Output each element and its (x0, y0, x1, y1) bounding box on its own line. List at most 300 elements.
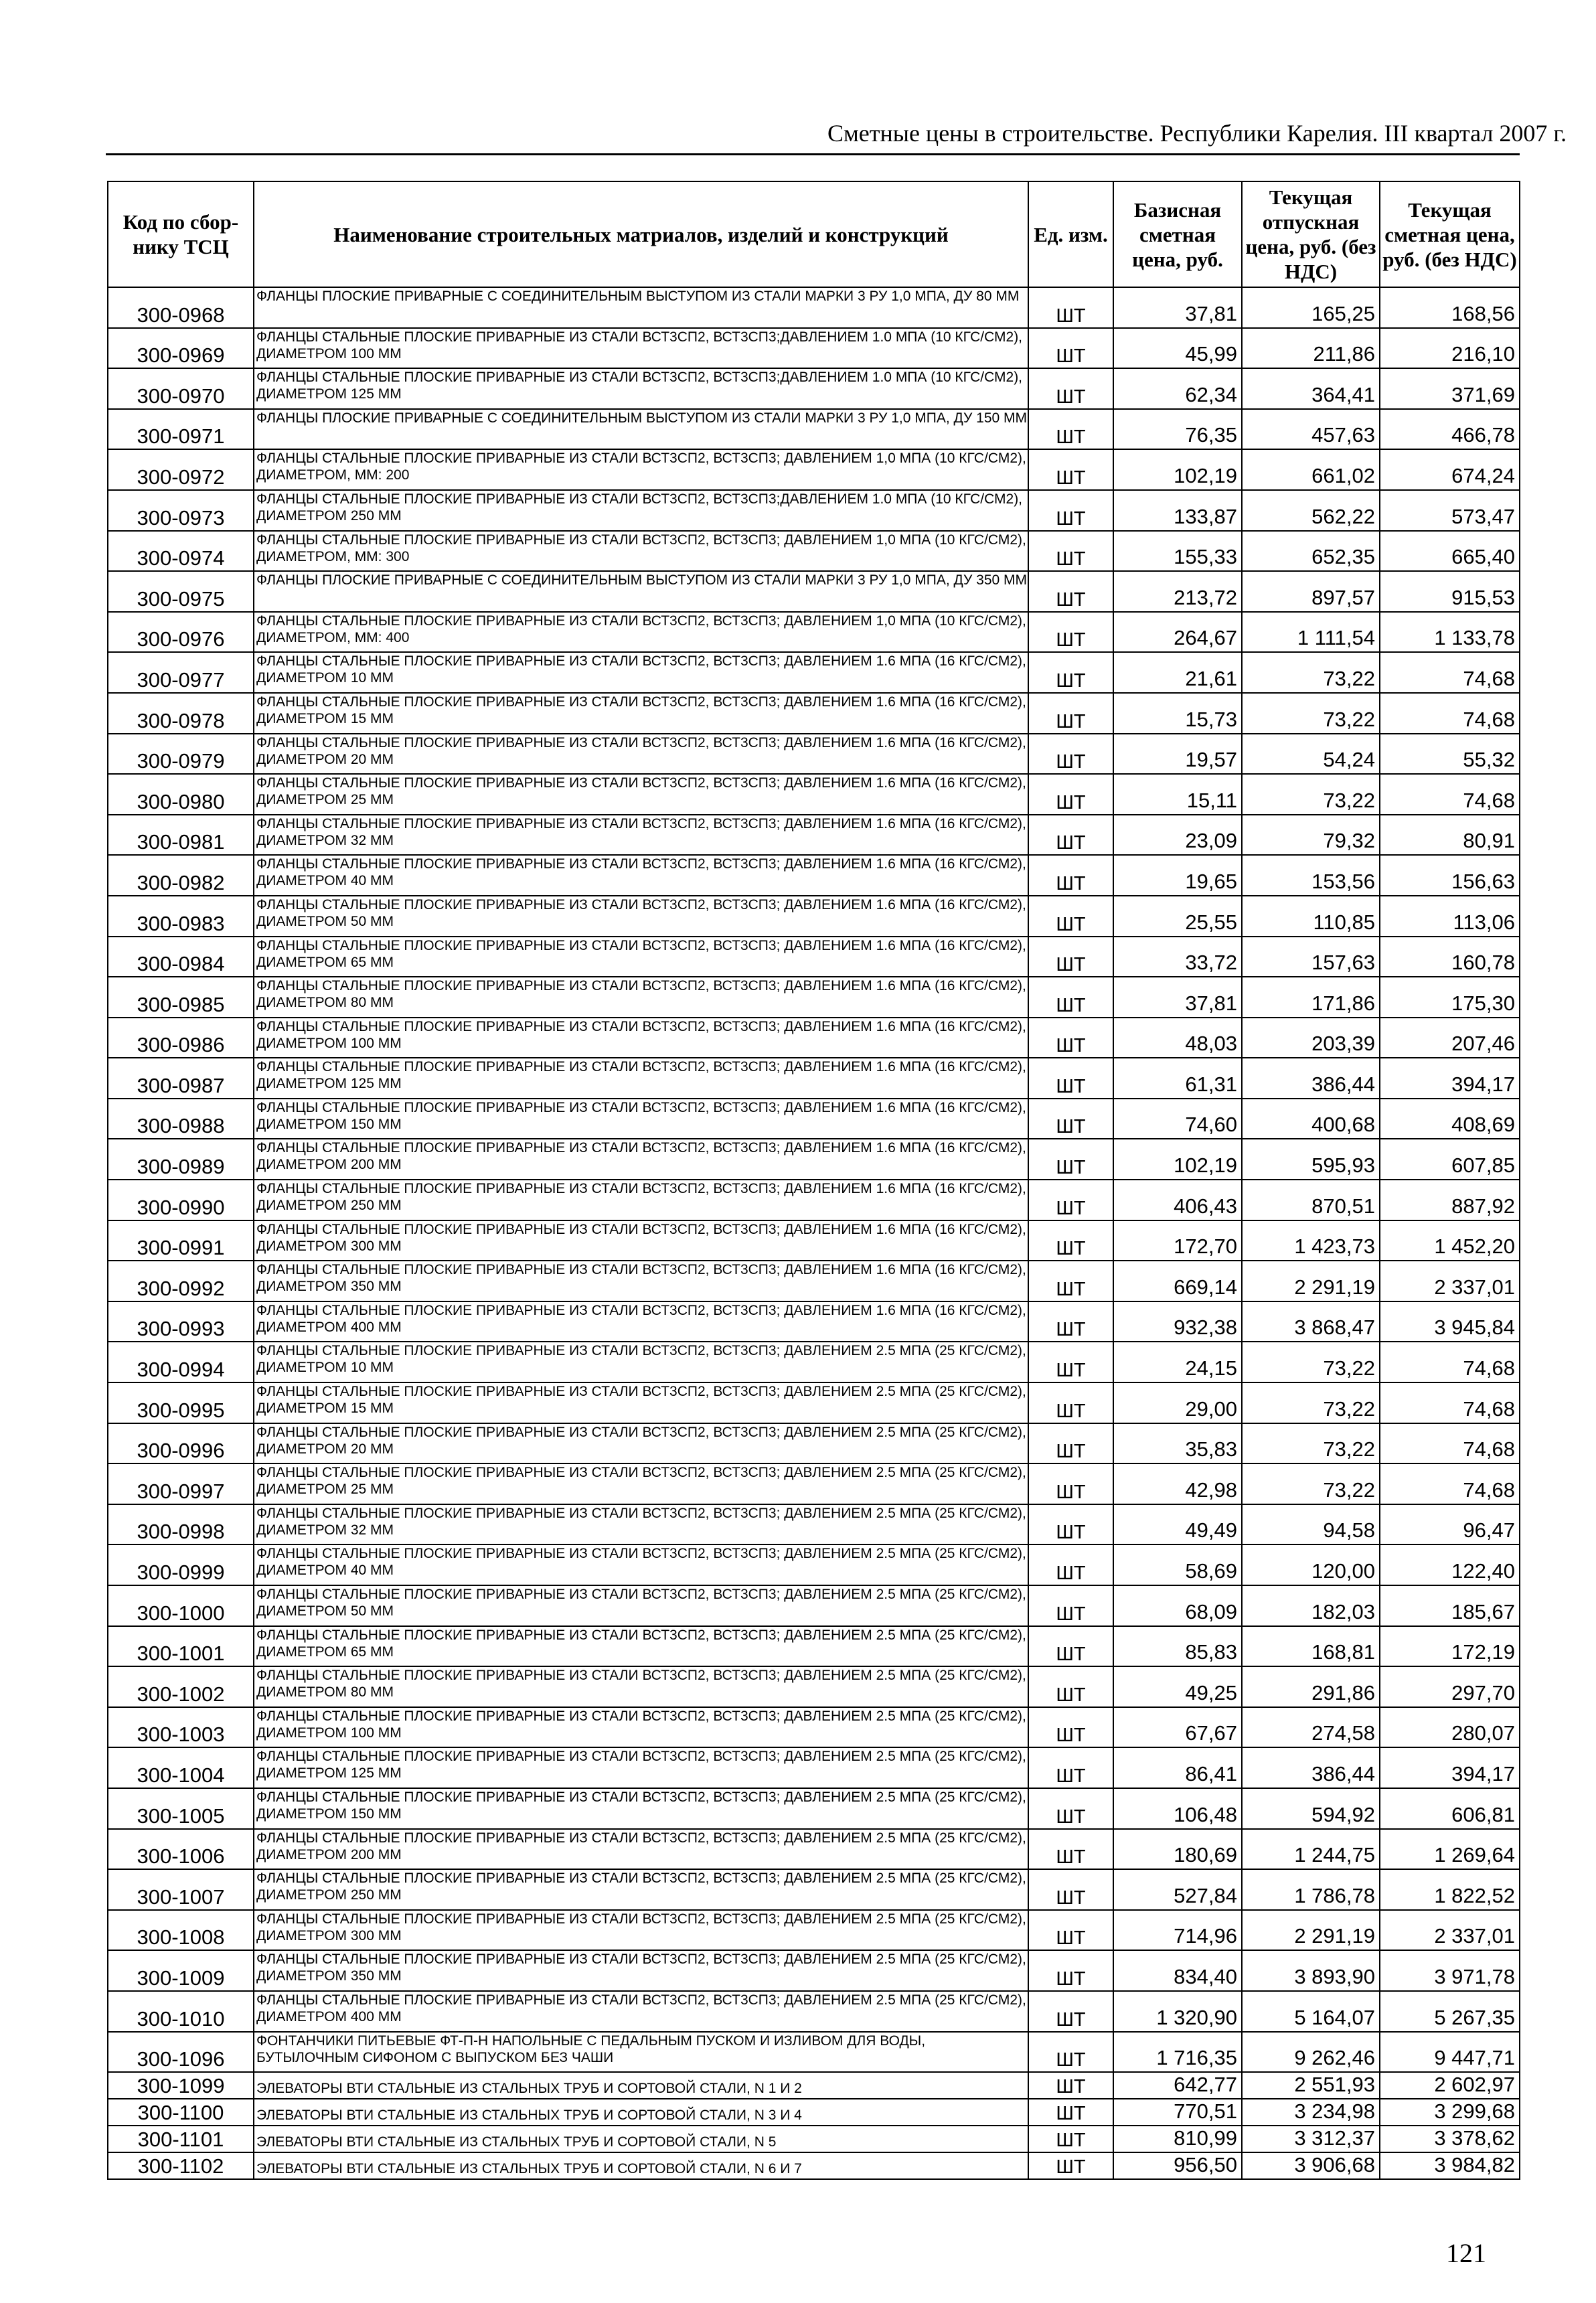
unit-cell: ШТ (1028, 449, 1113, 490)
release-price-cell: 54,24 (1242, 734, 1380, 775)
page-number: 121 (1446, 2238, 1486, 2268)
code-cell: 300-0984 (108, 937, 254, 977)
estimate-price-cell: 2 337,01 (1380, 1910, 1520, 1951)
release-price-cell: 3 906,68 (1242, 2152, 1380, 2179)
base-price-cell: 669,14 (1113, 1261, 1242, 1301)
unit-cell: ШТ (1028, 1301, 1113, 1342)
column-header-unit: Ед. изм. (1028, 181, 1113, 287)
column-header-base-price: Базисная сметная цена, руб. (1113, 181, 1242, 287)
estimate-price-cell: 1 269,64 (1380, 1829, 1520, 1870)
estimate-price-cell: 1 822,52 (1380, 1869, 1520, 1910)
base-price-cell: 35,83 (1113, 1423, 1242, 1464)
base-price-cell: 810,99 (1113, 2126, 1242, 2152)
estimate-price-cell: 74,68 (1380, 1423, 1520, 1464)
unit-cell: ШТ (1028, 937, 1113, 977)
release-price-cell: 2 291,19 (1242, 1910, 1380, 1951)
base-price-cell: 642,77 (1113, 2072, 1242, 2099)
name-cell: ФЛАНЦЫ СТАЛЬНЫЕ ПЛОСКИЕ ПРИВАРНЫЕ ИЗ СТАЛИ ВСТ3СП2, ВСТ3СП3; ДАВЛЕНИЕМ 2.5 МПА (25 КГС/СМ2), ДИАМЕТРОМ 150 ММ (254, 1788, 1028, 1829)
base-price-cell: 33,72 (1113, 937, 1242, 977)
column-header-code: Код по сбор-нику ТСЦ (108, 181, 254, 287)
base-price-cell: 19,65 (1113, 855, 1242, 896)
base-price-cell: 102,19 (1113, 1139, 1242, 1180)
name-cell: ФЛАНЦЫ СТАЛЬНЫЕ ПЛОСКИЕ ПРИВАРНЫЕ ИЗ СТАЛИ ВСТ3СП2, ВСТ3СП3; ДАВЛЕНИЕМ 2.5 МПА (25 КГС/СМ2), ДИАМЕТРОМ 400 ММ (254, 1991, 1028, 2032)
name-cell: ФОНТАНЧИКИ ПИТЬЕВЫЕ ФТ-П-Н НАПОЛЬНЫЕ С ПЕДАЛЬНЫМ ПУСКОМ И ИЗЛИВОМ ДЛЯ ВОДЫ, БУТЫЛОЧНЫМ СИФОНОМ С ВЫПУСКОМ БЕЗ ЧАШИ (254, 2032, 1028, 2073)
estimate-price-cell: 175,30 (1380, 977, 1520, 1018)
table-row (108, 1139, 1520, 1180)
name-cell: ФЛАНЦЫ СТАЛЬНЫЕ ПЛОСКИЕ ПРИВАРНЫЕ ИЗ СТАЛИ ВСТ3СП2, ВСТ3СП3; ДАВЛЕНИЕМ 1.6 МПА (16 КГС/СМ2), ДИАМЕТРОМ 15 ММ (254, 693, 1028, 734)
release-price-cell: 457,63 (1242, 409, 1380, 450)
estimate-price-cell: 122,40 (1380, 1544, 1520, 1585)
release-price-cell: 79,32 (1242, 815, 1380, 856)
estimate-price-cell: 9 447,71 (1380, 2032, 1520, 2073)
base-price-cell: 45,99 (1113, 328, 1242, 369)
estimate-price-cell: 185,67 (1380, 1585, 1520, 1626)
name-cell: ФЛАНЦЫ СТАЛЬНЫЕ ПЛОСКИЕ ПРИВАРНЫЕ ИЗ СТАЛИ ВСТ3СП2, ВСТ3СП3; ДАВЛЕНИЕМ 2.5 МПА (25 КГС/СМ2), ДИАМЕТРОМ 300 ММ (254, 1910, 1028, 1951)
name-cell: ФЛАНЦЫ СТАЛЬНЫЕ ПЛОСКИЕ ПРИВАРНЫЕ ИЗ СТАЛИ ВСТ3СП2, ВСТ3СП3;ДАВЛЕНИЕМ 1.0 МПА (10 КГС/СМ2), ДИАМЕТРОМ 125 ММ (254, 368, 1028, 409)
unit-cell: ШТ (1028, 1058, 1113, 1099)
unit-cell: ШТ (1028, 1342, 1113, 1382)
release-price-cell: 5 164,07 (1242, 1991, 1380, 2032)
code-cell: 300-0977 (108, 652, 254, 693)
code-cell: 300-1099 (108, 2072, 254, 2099)
name-cell: ФЛАНЦЫ СТАЛЬНЫЕ ПЛОСКИЕ ПРИВАРНЫЕ ИЗ СТАЛИ ВСТ3СП2, ВСТ3СП3; ДАВЛЕНИЕМ 1.6 МПА (16 КГС/СМ2), ДИАМЕТРОМ 10 ММ (254, 652, 1028, 693)
code-cell: 300-0999 (108, 1544, 254, 1585)
table-row (108, 1707, 1520, 1748)
release-price-cell: 211,86 (1242, 328, 1380, 369)
table-row (108, 1220, 1520, 1261)
base-price-cell: 58,69 (1113, 1544, 1242, 1585)
name-cell: ФЛАНЦЫ СТАЛЬНЫЕ ПЛОСКИЕ ПРИВАРНЫЕ ИЗ СТАЛИ ВСТ3СП2, ВСТ3СП3; ДАВЛЕНИЕМ 2.5 МПА (25 КГС/СМ2), ДИАМЕТРОМ 50 ММ (254, 1585, 1028, 1626)
base-price-cell: 37,81 (1113, 287, 1242, 328)
name-cell: ФЛАНЦЫ СТАЛЬНЫЕ ПЛОСКИЕ ПРИВАРНЫЕ ИЗ СТАЛИ ВСТ3СП2, ВСТ3СП3; ДАВЛЕНИЕМ 1.6 МПА (16 КГС/СМ2), ДИАМЕТРОМ 300 ММ (254, 1220, 1028, 1261)
code-cell: 300-1006 (108, 1829, 254, 1870)
name-cell: ЭЛЕВАТОРЫ ВТИ СТАЛЬНЫЕ ИЗ СТАЛЬНЫХ ТРУБ И СОРТОВОЙ СТАЛИ, N 6 И 7 (254, 2152, 1028, 2179)
name-cell: ФЛАНЦЫ СТАЛЬНЫЕ ПЛОСКИЕ ПРИВАРНЫЕ ИЗ СТАЛИ ВСТ3СП2, ВСТ3СП3; ДАВЛЕНИЕМ 1.6 МПА (16 КГС/СМ2), ДИАМЕТРОМ 40 ММ (254, 855, 1028, 896)
unit-cell: ШТ (1028, 734, 1113, 775)
table-row (108, 774, 1520, 815)
name-cell: ФЛАНЦЫ СТАЛЬНЫЕ ПЛОСКИЕ ПРИВАРНЫЕ ИЗ СТАЛИ ВСТ3СП2, ВСТ3СП3; ДАВЛЕНИЕМ 1.6 МПА (16 КГС/СМ2), ДИАМЕТРОМ 350 ММ (254, 1261, 1028, 1301)
code-cell: 300-0971 (108, 409, 254, 450)
base-price-cell: 770,51 (1113, 2099, 1242, 2126)
release-price-cell: 153,56 (1242, 855, 1380, 896)
code-cell: 300-1005 (108, 1788, 254, 1829)
table-row (108, 1950, 1520, 1991)
code-cell: 300-0973 (108, 490, 254, 531)
code-cell: 300-0985 (108, 977, 254, 1018)
base-price-cell: 527,84 (1113, 1869, 1242, 1910)
name-cell: ФЛАНЦЫ СТАЛЬНЫЕ ПЛОСКИЕ ПРИВАРНЫЕ ИЗ СТАЛИ ВСТ3СП2, ВСТ3СП3;ДАВЛЕНИЕМ 1.0 МПА (10 КГС/СМ2), ДИАМЕТРОМ 100 ММ (254, 328, 1028, 369)
unit-cell: ШТ (1028, 1666, 1113, 1707)
release-price-cell: 1 244,75 (1242, 1829, 1380, 1870)
estimate-price-cell: 5 267,35 (1380, 1991, 1520, 2032)
estimate-price-cell: 3 378,62 (1380, 2126, 1520, 2152)
base-price-cell: 956,50 (1113, 2152, 1242, 2179)
base-price-cell: 49,49 (1113, 1504, 1242, 1545)
name-cell: ФЛАНЦЫ СТАЛЬНЫЕ ПЛОСКИЕ ПРИВАРНЫЕ ИЗ СТАЛИ ВСТ3СП2, ВСТ3СП3; ДАВЛЕНИЕМ 1,0 МПА (10 КГС/СМ2), ДИАМЕТРОМ, ММ: 400 (254, 612, 1028, 653)
base-price-cell: 37,81 (1113, 977, 1242, 1018)
code-cell: 300-0989 (108, 1139, 254, 1180)
column-header-name: Наименование строительных матриалов, изделий и конструкций (254, 181, 1028, 287)
unit-cell: ШТ (1028, 1261, 1113, 1301)
unit-cell: ШТ (1028, 1585, 1113, 1626)
base-price-cell: 21,61 (1113, 652, 1242, 693)
estimate-price-cell: 466,78 (1380, 409, 1520, 450)
estimate-price-cell: 160,78 (1380, 937, 1520, 977)
estimate-price-cell: 394,17 (1380, 1747, 1520, 1788)
release-price-cell: 562,22 (1242, 490, 1380, 531)
base-price-cell: 1 320,90 (1113, 1991, 1242, 2032)
estimate-price-cell: 3 299,68 (1380, 2099, 1520, 2126)
unit-cell: ШТ (1028, 1869, 1113, 1910)
table-row (108, 368, 1520, 409)
table-row (108, 1504, 1520, 1545)
name-cell: ФЛАНЦЫ СТАЛЬНЫЕ ПЛОСКИЕ ПРИВАРНЫЕ ИЗ СТАЛИ ВСТ3СП2, ВСТ3СП3; ДАВЛЕНИЕМ 2.5 МПА (25 КГС/СМ2), ДИАМЕТРОМ 10 ММ (254, 1342, 1028, 1382)
release-price-cell: 652,35 (1242, 531, 1380, 572)
estimate-price-cell: 207,46 (1380, 1018, 1520, 1058)
base-price-cell: 67,67 (1113, 1707, 1242, 1748)
table-row (108, 2099, 1520, 2126)
release-price-cell: 73,22 (1242, 1342, 1380, 1382)
unit-cell: ШТ (1028, 774, 1113, 815)
base-price-cell: 61,31 (1113, 1058, 1242, 1099)
base-price-cell: 1 716,35 (1113, 2032, 1242, 2073)
unit-cell: ШТ (1028, 1544, 1113, 1585)
code-cell: 300-0974 (108, 531, 254, 572)
base-price-cell: 133,87 (1113, 490, 1242, 531)
code-cell: 300-1010 (108, 1991, 254, 2032)
estimate-price-cell: 2 337,01 (1380, 1261, 1520, 1301)
release-price-cell: 73,22 (1242, 693, 1380, 734)
code-cell: 300-1100 (108, 2099, 254, 2126)
name-cell: ФЛАНЦЫ СТАЛЬНЫЕ ПЛОСКИЕ ПРИВАРНЫЕ ИЗ СТАЛИ ВСТ3СП2, ВСТ3СП3; ДАВЛЕНИЕМ 2.5 МПА (25 КГС/СМ2), ДИАМЕТРОМ 25 ММ (254, 1463, 1028, 1504)
estimate-price-cell: 915,53 (1380, 571, 1520, 612)
code-cell: 300-0972 (108, 449, 254, 490)
release-price-cell: 2 551,93 (1242, 2072, 1380, 2099)
estimate-price-cell: 297,70 (1380, 1666, 1520, 1707)
estimate-price-cell: 55,32 (1380, 734, 1520, 775)
unit-cell: ШТ (1028, 1707, 1113, 1748)
table-row (108, 1910, 1520, 1951)
release-price-cell: 168,81 (1242, 1626, 1380, 1667)
base-price-cell: 932,38 (1113, 1301, 1242, 1342)
table-row (108, 896, 1520, 937)
table-body (108, 287, 1520, 2179)
table-row (108, 1423, 1520, 1464)
code-cell: 300-1009 (108, 1950, 254, 1991)
table-row (108, 1342, 1520, 1382)
unit-cell: ШТ (1028, 409, 1113, 450)
unit-cell: ШТ (1028, 2126, 1113, 2152)
base-price-cell: 29,00 (1113, 1382, 1242, 1423)
base-price-cell: 24,15 (1113, 1342, 1242, 1382)
code-cell: 300-0976 (108, 612, 254, 653)
table-row (108, 612, 1520, 653)
name-cell: ФЛАНЦЫ СТАЛЬНЫЕ ПЛОСКИЕ ПРИВАРНЫЕ ИЗ СТАЛИ ВСТ3СП2, ВСТ3СП3; ДАВЛЕНИЕМ 1.6 МПА (16 КГС/СМ2), ДИАМЕТРОМ 32 ММ (254, 815, 1028, 856)
table-row (108, 1544, 1520, 1585)
unit-cell: ШТ (1028, 693, 1113, 734)
column-header-estimate-price: Текущая сметная цена, руб. (без НДС) (1380, 181, 1520, 287)
code-cell: 300-1000 (108, 1585, 254, 1626)
release-price-cell: 157,63 (1242, 937, 1380, 977)
table-row (108, 1869, 1520, 1910)
base-price-cell: 76,35 (1113, 409, 1242, 450)
code-cell: 300-1004 (108, 1747, 254, 1788)
name-cell: ФЛАНЦЫ СТАЛЬНЫЕ ПЛОСКИЕ ПРИВАРНЫЕ ИЗ СТАЛИ ВСТ3СП2, ВСТ3СП3; ДАВЛЕНИЕМ 2.5 МПА (25 КГС/СМ2), ДИАМЕТРОМ 20 ММ (254, 1423, 1028, 1464)
unit-cell: ШТ (1028, 328, 1113, 369)
table-row (108, 490, 1520, 531)
unit-cell: ШТ (1028, 490, 1113, 531)
base-price-cell: 85,83 (1113, 1626, 1242, 1667)
estimate-price-cell: 280,07 (1380, 1707, 1520, 1748)
base-price-cell: 714,96 (1113, 1910, 1242, 1951)
table-row (108, 1463, 1520, 1504)
table-row (108, 1585, 1520, 1626)
table-row (108, 531, 1520, 572)
base-price-cell: 15,73 (1113, 693, 1242, 734)
estimate-price-cell: 371,69 (1380, 368, 1520, 409)
release-price-cell: 364,41 (1242, 368, 1380, 409)
unit-cell: ШТ (1028, 1220, 1113, 1261)
release-price-cell: 274,58 (1242, 1707, 1380, 1748)
code-cell: 300-1003 (108, 1707, 254, 1748)
release-price-cell: 165,25 (1242, 287, 1380, 328)
release-price-cell: 9 262,46 (1242, 2032, 1380, 2073)
release-price-cell: 594,92 (1242, 1788, 1380, 1829)
estimate-price-cell: 74,68 (1380, 652, 1520, 693)
release-price-cell: 400,68 (1242, 1099, 1380, 1139)
unit-cell: ШТ (1028, 1626, 1113, 1667)
name-cell: ФЛАНЦЫ СТАЛЬНЫЕ ПЛОСКИЕ ПРИВАРНЫЕ ИЗ СТАЛИ ВСТ3СП2, ВСТ3СП3; ДАВЛЕНИЕМ 2.5 МПА (25 КГС/СМ2), ДИАМЕТРОМ 80 ММ (254, 1666, 1028, 1707)
name-cell: ФЛАНЦЫ СТАЛЬНЫЕ ПЛОСКИЕ ПРИВАРНЫЕ ИЗ СТАЛИ ВСТ3СП2, ВСТ3СП3; ДАВЛЕНИЕМ 1.6 МПА (16 КГС/СМ2), ДИАМЕТРОМ 200 ММ (254, 1139, 1028, 1180)
estimate-price-cell: 74,68 (1380, 1342, 1520, 1382)
table-row (108, 1991, 1520, 2032)
unit-cell: ШТ (1028, 1829, 1113, 1870)
code-cell: 300-1008 (108, 1910, 254, 1951)
code-cell: 300-1001 (108, 1626, 254, 1667)
table-row (108, 1829, 1520, 1870)
base-price-cell: 48,03 (1113, 1018, 1242, 1058)
code-cell: 300-0981 (108, 815, 254, 856)
table-row (108, 1261, 1520, 1301)
table-row (108, 1382, 1520, 1423)
code-cell: 300-0983 (108, 896, 254, 937)
estimate-price-cell: 2 602,97 (1380, 2072, 1520, 2099)
estimate-price-cell: 3 945,84 (1380, 1301, 1520, 1342)
base-price-cell: 68,09 (1113, 1585, 1242, 1626)
name-cell: ФЛАНЦЫ СТАЛЬНЫЕ ПЛОСКИЕ ПРИВАРНЫЕ ИЗ СТАЛИ ВСТ3СП2, ВСТ3СП3; ДАВЛЕНИЕМ 2.5 МПА (25 КГС/СМ2), ДИАМЕТРОМ 40 ММ (254, 1544, 1028, 1585)
table-row (108, 1626, 1520, 1667)
code-cell: 300-0975 (108, 571, 254, 612)
code-cell: 300-0970 (108, 368, 254, 409)
base-price-cell: 834,40 (1113, 1950, 1242, 1991)
code-cell: 300-1002 (108, 1666, 254, 1707)
base-price-cell: 172,70 (1113, 1220, 1242, 1261)
table-row (108, 693, 1520, 734)
base-price-cell: 19,57 (1113, 734, 1242, 775)
code-cell: 300-0980 (108, 774, 254, 815)
estimate-price-cell: 1 452,20 (1380, 1220, 1520, 1261)
name-cell: ФЛАНЦЫ СТАЛЬНЫЕ ПЛОСКИЕ ПРИВАРНЫЕ ИЗ СТАЛИ ВСТ3СП2, ВСТ3СП3; ДАВЛЕНИЕМ 1.6 МПА (16 КГС/СМ2), ДИАМЕТРОМ 400 ММ (254, 1301, 1028, 1342)
code-cell: 300-0968 (108, 287, 254, 328)
table-row (108, 815, 1520, 856)
base-price-cell: 86,41 (1113, 1747, 1242, 1788)
table-header-row (108, 181, 1520, 287)
estimate-price-cell: 573,47 (1380, 490, 1520, 531)
release-price-cell: 73,22 (1242, 1382, 1380, 1423)
unit-cell: ШТ (1028, 368, 1113, 409)
base-price-cell: 155,33 (1113, 531, 1242, 572)
estimate-price-cell: 606,81 (1380, 1788, 1520, 1829)
base-price-cell: 15,11 (1113, 774, 1242, 815)
unit-cell: ШТ (1028, 1180, 1113, 1220)
estimate-price-cell: 113,06 (1380, 896, 1520, 937)
base-price-cell: 74,60 (1113, 1099, 1242, 1139)
code-cell: 300-0982 (108, 855, 254, 896)
release-price-cell: 386,44 (1242, 1747, 1380, 1788)
name-cell: ФЛАНЦЫ СТАЛЬНЫЕ ПЛОСКИЕ ПРИВАРНЫЕ ИЗ СТАЛИ ВСТ3СП2, ВСТ3СП3; ДАВЛЕНИЕМ 1.6 МПА (16 КГС/СМ2), ДИАМЕТРОМ 65 ММ (254, 937, 1028, 977)
release-price-cell: 110,85 (1242, 896, 1380, 937)
name-cell: ЭЛЕВАТОРЫ ВТИ СТАЛЬНЫЕ ИЗ СТАЛЬНЫХ ТРУБ И СОРТОВОЙ СТАЛИ, N 1 И 2 (254, 2072, 1028, 2099)
release-price-cell: 73,22 (1242, 774, 1380, 815)
table-row (108, 1747, 1520, 1788)
estimate-price-cell: 887,92 (1380, 1180, 1520, 1220)
code-cell: 300-0998 (108, 1504, 254, 1545)
estimate-price-cell: 607,85 (1380, 1139, 1520, 1180)
table-row (108, 409, 1520, 450)
unit-cell: ШТ (1028, 1991, 1113, 2032)
base-price-cell: 102,19 (1113, 449, 1242, 490)
table-row (108, 1058, 1520, 1099)
price-table (107, 181, 1520, 2180)
release-price-cell: 73,22 (1242, 1423, 1380, 1464)
release-price-cell: 897,57 (1242, 571, 1380, 612)
code-cell: 300-0979 (108, 734, 254, 775)
table-row (108, 1099, 1520, 1139)
name-cell: ФЛАНЦЫ СТАЛЬНЫЕ ПЛОСКИЕ ПРИВАРНЫЕ ИЗ СТАЛИ ВСТ3СП2, ВСТ3СП3; ДАВЛЕНИЕМ 1,0 МПА (10 КГС/СМ2), ДИАМЕТРОМ, ММ: 300 (254, 531, 1028, 572)
table-row (108, 328, 1520, 369)
base-price-cell: 264,67 (1113, 612, 1242, 653)
table-row (108, 2126, 1520, 2152)
table-row (108, 652, 1520, 693)
name-cell: ФЛАНЦЫ СТАЛЬНЫЕ ПЛОСКИЕ ПРИВАРНЫЕ ИЗ СТАЛИ ВСТ3СП2, ВСТ3СП3;ДАВЛЕНИЕМ 1.0 МПА (10 КГС/СМ2), ДИАМЕТРОМ 250 ММ (254, 490, 1028, 531)
unit-cell: ШТ (1028, 1018, 1113, 1058)
estimate-price-cell: 172,19 (1380, 1626, 1520, 1667)
name-cell: ФЛАНЦЫ СТАЛЬНЫЕ ПЛОСКИЕ ПРИВАРНЫЕ ИЗ СТАЛИ ВСТ3СП2, ВСТ3СП3; ДАВЛЕНИЕМ 2.5 МПА (25 КГС/СМ2), ДИАМЕТРОМ 350 ММ (254, 1950, 1028, 1991)
unit-cell: ШТ (1028, 1139, 1113, 1180)
code-cell: 300-0987 (108, 1058, 254, 1099)
name-cell: ФЛАНЦЫ СТАЛЬНЫЕ ПЛОСКИЕ ПРИВАРНЫЕ ИЗ СТАЛИ ВСТ3СП2, ВСТ3СП3; ДАВЛЕНИЕМ 2.5 МПА (25 КГС/СМ2), ДИАМЕТРОМ 250 ММ (254, 1869, 1028, 1910)
estimate-price-cell: 408,69 (1380, 1099, 1520, 1139)
table-row (108, 855, 1520, 896)
estimate-price-cell: 80,91 (1380, 815, 1520, 856)
name-cell: ФЛАНЦЫ ПЛОСКИЕ ПРИВАРНЫЕ С СОЕДИНИТЕЛЬНЫМ ВЫСТУПОМ ИЗ СТАЛИ МАРКИ 3 РУ 1,0 МПА, ДУ 350 ММ (254, 571, 1028, 612)
unit-cell: ШТ (1028, 531, 1113, 572)
release-price-cell: 1 423,73 (1242, 1220, 1380, 1261)
name-cell: ФЛАНЦЫ СТАЛЬНЫЕ ПЛОСКИЕ ПРИВАРНЫЕ ИЗ СТАЛИ ВСТ3СП2, ВСТ3СП3; ДАВЛЕНИЕМ 2.5 МПА (25 КГС/СМ2), ДИАМЕТРОМ 65 ММ (254, 1626, 1028, 1667)
release-price-cell: 120,00 (1242, 1544, 1380, 1585)
unit-cell: ШТ (1028, 1423, 1113, 1464)
table-row (108, 937, 1520, 977)
release-price-cell: 291,86 (1242, 1666, 1380, 1707)
table-row (108, 977, 1520, 1018)
name-cell: ЭЛЕВАТОРЫ ВТИ СТАЛЬНЫЕ ИЗ СТАЛЬНЫХ ТРУБ И СОРТОВОЙ СТАЛИ, N 5 (254, 2126, 1028, 2152)
estimate-price-cell: 216,10 (1380, 328, 1520, 369)
base-price-cell: 42,98 (1113, 1463, 1242, 1504)
name-cell: ФЛАНЦЫ ПЛОСКИЕ ПРИВАРНЫЕ С СОЕДИНИТЕЛЬНЫМ ВЫСТУПОМ ИЗ СТАЛИ МАРКИ 3 РУ 1,0 МПА, ДУ 150 ММ (254, 409, 1028, 450)
code-cell: 300-0996 (108, 1423, 254, 1464)
estimate-price-cell: 1 133,78 (1380, 612, 1520, 653)
name-cell: ФЛАНЦЫ СТАЛЬНЫЕ ПЛОСКИЕ ПРИВАРНЫЕ ИЗ СТАЛИ ВСТ3СП2, ВСТ3СП3; ДАВЛЕНИЕМ 1.6 МПА (16 КГС/СМ2), ДИАМЕТРОМ 100 ММ (254, 1018, 1028, 1058)
column-header-release-price: Текущая отпускная цена, руб. (без НДС) (1242, 181, 1380, 287)
name-cell: ФЛАНЦЫ СТАЛЬНЫЕ ПЛОСКИЕ ПРИВАРНЫЕ ИЗ СТАЛИ ВСТ3СП2, ВСТ3СП3; ДАВЛЕНИЕМ 2.5 МПА (25 КГС/СМ2), ДИАМЕТРОМ 125 ММ (254, 1747, 1028, 1788)
table-row (108, 1788, 1520, 1829)
base-price-cell: 406,43 (1113, 1180, 1242, 1220)
code-cell: 300-0986 (108, 1018, 254, 1058)
unit-cell: ШТ (1028, 1950, 1113, 1991)
release-price-cell: 73,22 (1242, 1463, 1380, 1504)
unit-cell: ШТ (1028, 287, 1113, 328)
name-cell: ЭЛЕВАТОРЫ ВТИ СТАЛЬНЫЕ ИЗ СТАЛЬНЫХ ТРУБ И СОРТОВОЙ СТАЛИ, N 3 И 4 (254, 2099, 1028, 2126)
base-price-cell: 62,34 (1113, 368, 1242, 409)
release-price-cell: 182,03 (1242, 1585, 1380, 1626)
release-price-cell: 661,02 (1242, 449, 1380, 490)
table-row (108, 2072, 1520, 2099)
page-header-title: Сметные цены в строительстве. Республики Карелия. III квартал 2007 г. (827, 120, 1567, 147)
code-cell: 300-0995 (108, 1382, 254, 1423)
table-row (108, 287, 1520, 328)
unit-cell: ШТ (1028, 2152, 1113, 2179)
name-cell: ФЛАНЦЫ СТАЛЬНЫЕ ПЛОСКИЕ ПРИВАРНЫЕ ИЗ СТАЛИ ВСТ3СП2, ВСТ3СП3; ДАВЛЕНИЕМ 1.6 МПА (16 КГС/СМ2), ДИАМЕТРОМ 150 ММ (254, 1099, 1028, 1139)
release-price-cell: 595,93 (1242, 1139, 1380, 1180)
unit-cell: ШТ (1028, 1788, 1113, 1829)
code-cell: 300-1101 (108, 2126, 254, 2152)
name-cell: ФЛАНЦЫ СТАЛЬНЫЕ ПЛОСКИЕ ПРИВАРНЫЕ ИЗ СТАЛИ ВСТ3СП2, ВСТ3СП3; ДАВЛЕНИЕМ 1.6 МПА (16 КГС/СМ2), ДИАМЕТРОМ 80 ММ (254, 977, 1028, 1018)
release-price-cell: 3 312,37 (1242, 2126, 1380, 2152)
estimate-price-cell: 96,47 (1380, 1504, 1520, 1545)
code-cell: 300-0969 (108, 328, 254, 369)
name-cell: ФЛАНЦЫ СТАЛЬНЫЕ ПЛОСКИЕ ПРИВАРНЫЕ ИЗ СТАЛИ ВСТ3СП2, ВСТ3СП3; ДАВЛЕНИЕМ 1,0 МПА (10 КГС/СМ2), ДИАМЕТРОМ, ММ: 200 (254, 449, 1028, 490)
base-price-cell: 106,48 (1113, 1788, 1242, 1829)
estimate-price-cell: 394,17 (1380, 1058, 1520, 1099)
table-row (108, 1018, 1520, 1058)
table-row (108, 1301, 1520, 1342)
unit-cell: ШТ (1028, 2032, 1113, 2073)
table-row (108, 449, 1520, 490)
name-cell: ФЛАНЦЫ СТАЛЬНЫЕ ПЛОСКИЕ ПРИВАРНЫЕ ИЗ СТАЛИ ВСТ3СП2, ВСТ3СП3; ДАВЛЕНИЕМ 1.6 МПА (16 КГС/СМ2), ДИАМЕТРОМ 25 ММ (254, 774, 1028, 815)
release-price-cell: 73,22 (1242, 652, 1380, 693)
name-cell: ФЛАНЦЫ СТАЛЬНЫЕ ПЛОСКИЕ ПРИВАРНЫЕ ИЗ СТАЛИ ВСТ3СП2, ВСТ3СП3; ДАВЛЕНИЕМ 2.5 МПА (25 КГС/СМ2), ДИАМЕТРОМ 100 ММ (254, 1707, 1028, 1748)
table-row (108, 1666, 1520, 1707)
unit-cell: ШТ (1028, 896, 1113, 937)
name-cell: ФЛАНЦЫ СТАЛЬНЫЕ ПЛОСКИЕ ПРИВАРНЫЕ ИЗ СТАЛИ ВСТ3СП2, ВСТ3СП3; ДАВЛЕНИЕМ 1.6 МПА (16 КГС/СМ2), ДИАМЕТРОМ 50 ММ (254, 896, 1028, 937)
unit-cell: ШТ (1028, 1099, 1113, 1139)
estimate-price-cell: 3 984,82 (1380, 2152, 1520, 2179)
table-row (108, 1180, 1520, 1220)
header-rule (106, 153, 1520, 155)
base-price-cell: 180,69 (1113, 1829, 1242, 1870)
base-price-cell: 213,72 (1113, 571, 1242, 612)
unit-cell: ШТ (1028, 2099, 1113, 2126)
base-price-cell: 25,55 (1113, 896, 1242, 937)
unit-cell: ШТ (1028, 855, 1113, 896)
estimate-price-cell: 665,40 (1380, 531, 1520, 572)
code-cell: 300-0988 (108, 1099, 254, 1139)
release-price-cell: 203,39 (1242, 1018, 1380, 1058)
unit-cell: ШТ (1028, 2072, 1113, 2099)
release-price-cell: 3 868,47 (1242, 1301, 1380, 1342)
unit-cell: ШТ (1028, 1504, 1113, 1545)
name-cell: ФЛАНЦЫ СТАЛЬНЫЕ ПЛОСКИЕ ПРИВАРНЫЕ ИЗ СТАЛИ ВСТ3СП2, ВСТ3СП3; ДАВЛЕНИЕМ 1.6 МПА (16 КГС/СМ2), ДИАМЕТРОМ 125 ММ (254, 1058, 1028, 1099)
